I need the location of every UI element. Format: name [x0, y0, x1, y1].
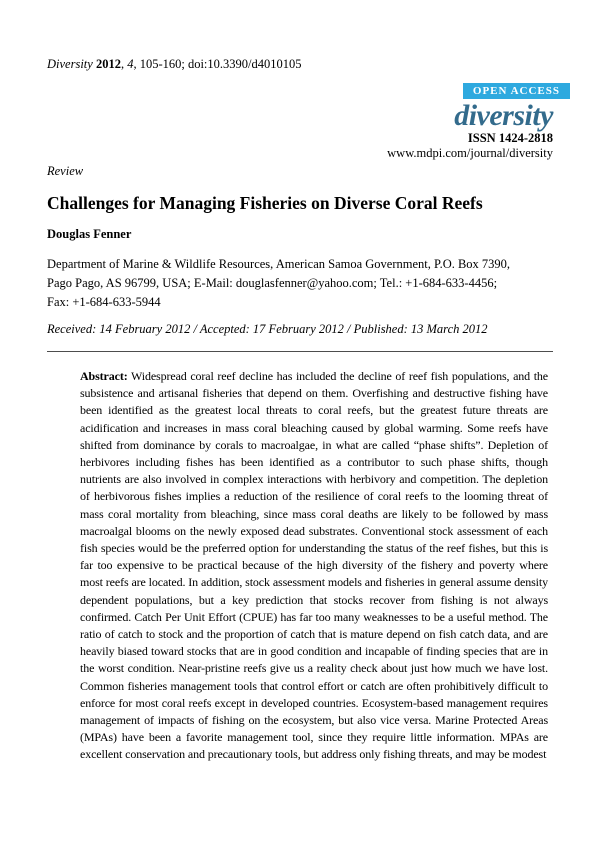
affiliation-line: Pago Pago, AS 96799, USA; E-Mail: douglasfenner@yahoo.com; Tel.: +1-684-633-4456;	[47, 276, 498, 290]
journal-volume: 4	[127, 57, 134, 71]
journal-url: www.mdpi.com/journal/diversity	[387, 146, 553, 160]
publication-history: Received: 14 February 2012 / Accepted: 17 February 2012 / Published: 13 March 2012	[47, 322, 488, 336]
journal-ref-sep: ,	[120, 57, 128, 71]
journal-masthead	[47, 81, 560, 161]
journal-pages-doi: , 105-160; doi:10.3390/d4010105	[133, 57, 302, 71]
author-name: Douglas Fenner	[47, 227, 132, 241]
abstract-text: Widespread coral reef decline has included the decline of reef fish populations, and the subsistence and artisanal fisheries that depend on them. Overfishing and destructive fishing have been identified as the greatest local threats to coral reefs, but the greatest future threats are acidification and increases in mass coral bleaching caused by global warming. Some reefs have shifted from dominance by corals to macroalgae, in what are called “phase shifts”. Depletion of herbivores including fishes has been identified as a contributor to such phase shifts, though nutrients are also involved in complex interactions with herbivory and competition. The depletion of herbivorous fishes implies a reduction of the resilience of coral reefs to the looming threat of mass coral mortality from bleaching, since mass coral deaths are likely to be followed by mass macroalgal blooms on the newly exposed dead substrates. Conventional stock assessment of each fish species would be the preferred option for understanding the status of the reef fishes, but this is far too expensive to be practical because of the high diversity of the fishery and poverty where most reefs are located. In addition, stock assessment models and fisheries in general assume density dependent populations, but a key prediction that stocks recover from fishing is not always confirmed. Catch Per Unit Effort (CPUE) has far too many weaknesses to be a useful method. The ratio of catch to stock and the proportion of catch that is mature depend on fish catch data, and are heavily biased toward stocks that are in good condition and incapable of finding species that are in the worst condition. Near-pristine reefs give us a reality check about just how much we have lost. Common fisheries management tools that control effort or catch are often prohibitively difficult to enforce for most coral reefs except in developed countries. Ecosystem-based management requires management of impacts of fishing on the ecosystem, but also vice versa. Marine Protected Areas (MPAs) have been a favorite management tool, since they require little information. MPAs are excellent conservation and precautionary tools, but address only fishing threats, and may be modest	[80, 369, 548, 762]
abstract-label: Abstract:	[80, 369, 128, 383]
article-type-label: Review	[47, 164, 84, 178]
issn-number: ISSN 1424-2818	[467, 131, 553, 145]
journal-reference	[47, 56, 553, 72]
abstract	[80, 368, 548, 764]
header-divider	[47, 351, 553, 352]
affiliation-line: Department of Marine & Wildlife Resources, American Samoa Government, P.O. Box 7390,	[47, 257, 511, 271]
journal-year: 2012	[92, 57, 121, 71]
affiliation	[47, 255, 553, 312]
affiliation-line: Fax: +1-684-633-5944	[47, 295, 161, 309]
page-title: Challenges for Managing Fisheries on Diverse Coral Reefs	[47, 193, 483, 213]
open-access-badge: OPEN ACCESS	[463, 83, 570, 99]
journal-name: Diversity	[47, 57, 93, 71]
journal-logo: diversity	[454, 99, 553, 132]
